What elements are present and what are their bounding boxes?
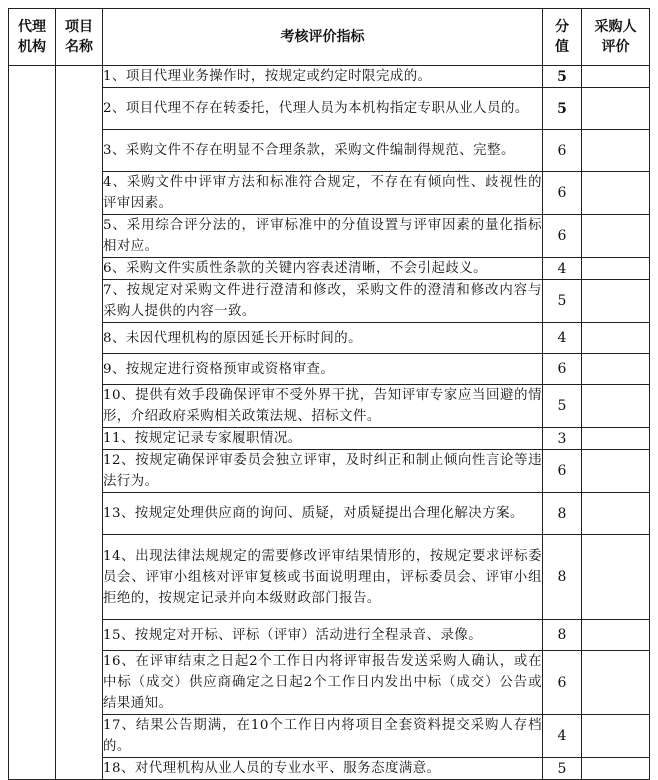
table-row [9,66,650,88]
purchaser-evaluation-cell[interactable] [582,130,650,172]
table-row [9,88,650,130]
header-purchaser-evaluation: 采购人 评价 [582,9,650,66]
criteria-text: 8、未因代理机构的原因延长开标时间的。 [103,323,543,354]
table-row [9,651,650,715]
purchaser-evaluation-cell[interactable] [582,651,650,715]
score-value: 8 [543,620,582,651]
criteria-text: 4、采购文件中评审方法和标准符合规定，不存在有倾向性、歧视性的评审因素。 [103,172,543,215]
header-row [9,9,650,66]
table-row [9,130,650,172]
purchaser-evaluation-cell[interactable] [582,258,650,280]
table-row [9,215,650,258]
criteria-text: 17、结果公告期满，在10个工作日内将项目全套资料提交采购人存档的。 [103,715,543,758]
criteria-text: 18、对代理机构从业人员的专业水平、服务态度满意。 [103,758,543,780]
score-value: 5 [543,280,582,323]
table-row [9,758,650,780]
score-value: 5 [543,758,582,780]
criteria-text: 9、按规定进行资格预审或资格审查。 [103,354,543,385]
score-value: 6 [543,354,582,385]
table-row [9,715,650,758]
purchaser-evaluation-cell[interactable] [582,493,650,535]
criteria-text: 14、出现法律法规规定的需要修改评审结果情形的，按规定要求评标委员会、评审小组核对评审复核或书面说明理由，评标委员会、评审小组拒绝的，按规定记录并向本级财政部门报告。 [103,535,543,620]
criteria-text: 7、按规定对采购文件进行澄清和修改，采购文件的澄清和修改内容与采购人提供的内容一致。 [103,280,543,323]
score-value: 3 [543,428,582,450]
criteria-text: 5、采用综合评分法的，评审标准中的分值设置与评审因素的量化指标相对应。 [103,215,543,258]
score-value: 5 [543,66,582,88]
purchaser-evaluation-cell[interactable] [582,715,650,758]
table-row [9,535,650,620]
score-value: 6 [543,130,582,172]
purchaser-evaluation-cell[interactable] [582,758,650,780]
purchaser-evaluation-cell[interactable] [582,88,650,130]
score-value: 6 [543,450,582,493]
purchaser-evaluation-cell[interactable] [582,172,650,215]
table-row [9,620,650,651]
criteria-text: 3、采购文件不存在明显不合理条款，采购文件编制得规范、完整。 [103,130,543,172]
criteria-text: 12、按规定确保评审委员会独立评审，及时纠正和制止倾向性言论等违法行为。 [103,450,543,493]
criteria-text: 1、项目代理业务操作时，按规定或约定时限完成的。 [103,66,543,88]
purchaser-evaluation-cell[interactable] [582,450,650,493]
header-criteria: 考核评价指标 [103,9,543,66]
purchaser-evaluation-cell[interactable] [582,620,650,651]
score-value: 5 [543,88,582,130]
evaluation-table [8,8,650,780]
criteria-text: 2、项目代理不存在转委托，代理人员为本机构指定专职从业人员的。 [103,88,543,130]
header-project-name: 项目 名称 [56,9,103,66]
purchaser-evaluation-cell[interactable] [582,323,650,354]
table-row [9,450,650,493]
purchaser-evaluation-cell[interactable] [582,428,650,450]
criteria-text: 15、按规定对开标、评标（评审）活动进行全程录音、录像。 [103,620,543,651]
criteria-text: 10、提供有效手段确保评审不受外界干扰，告知评审专家应当回避的情形，介绍政府采购相关政策法规、招标文件。 [103,385,543,428]
table-row [9,323,650,354]
score-value: 6 [543,651,582,715]
score-value: 8 [543,493,582,535]
criteria-text: 16、在评审结束之日起2个工作日内将评审报告发送采购人确认，或在中标（成交）供应商确定之日起2个工作日内发出中标（成交）公告或结果通知。 [103,651,543,715]
table-row [9,172,650,215]
score-value: 5 [543,385,582,428]
score-value: 4 [543,715,582,758]
table-row [9,493,650,535]
header-agency: 代理 机构 [9,9,56,66]
criteria-text: 13、按规定处理供应商的询问、质疑，对质疑提出合理化解决方案。 [103,493,543,535]
table-row [9,385,650,428]
purchaser-evaluation-cell[interactable] [582,535,650,620]
criteria-text: 6、采购文件实质性条款的关键内容表述清晰，不会引起歧义。 [103,258,543,280]
purchaser-evaluation-cell[interactable] [582,385,650,428]
score-value: 4 [543,323,582,354]
table-row [9,280,650,323]
purchaser-evaluation-cell[interactable] [582,354,650,385]
table-row [9,258,650,280]
table-body [9,66,650,780]
purchaser-evaluation-cell[interactable] [582,66,650,88]
purchaser-evaluation-cell[interactable] [582,280,650,323]
project-name-cell [56,66,103,780]
criteria-text: 11、按规定记录专家履职情况。 [103,428,543,450]
header-score: 分 值 [543,9,582,66]
score-value: 6 [543,215,582,258]
table-row [9,354,650,385]
purchaser-evaluation-cell[interactable] [582,215,650,258]
score-value: 6 [543,172,582,215]
agency-cell [9,66,56,780]
table-row [9,428,650,450]
score-value: 8 [543,535,582,620]
score-value: 4 [543,258,582,280]
